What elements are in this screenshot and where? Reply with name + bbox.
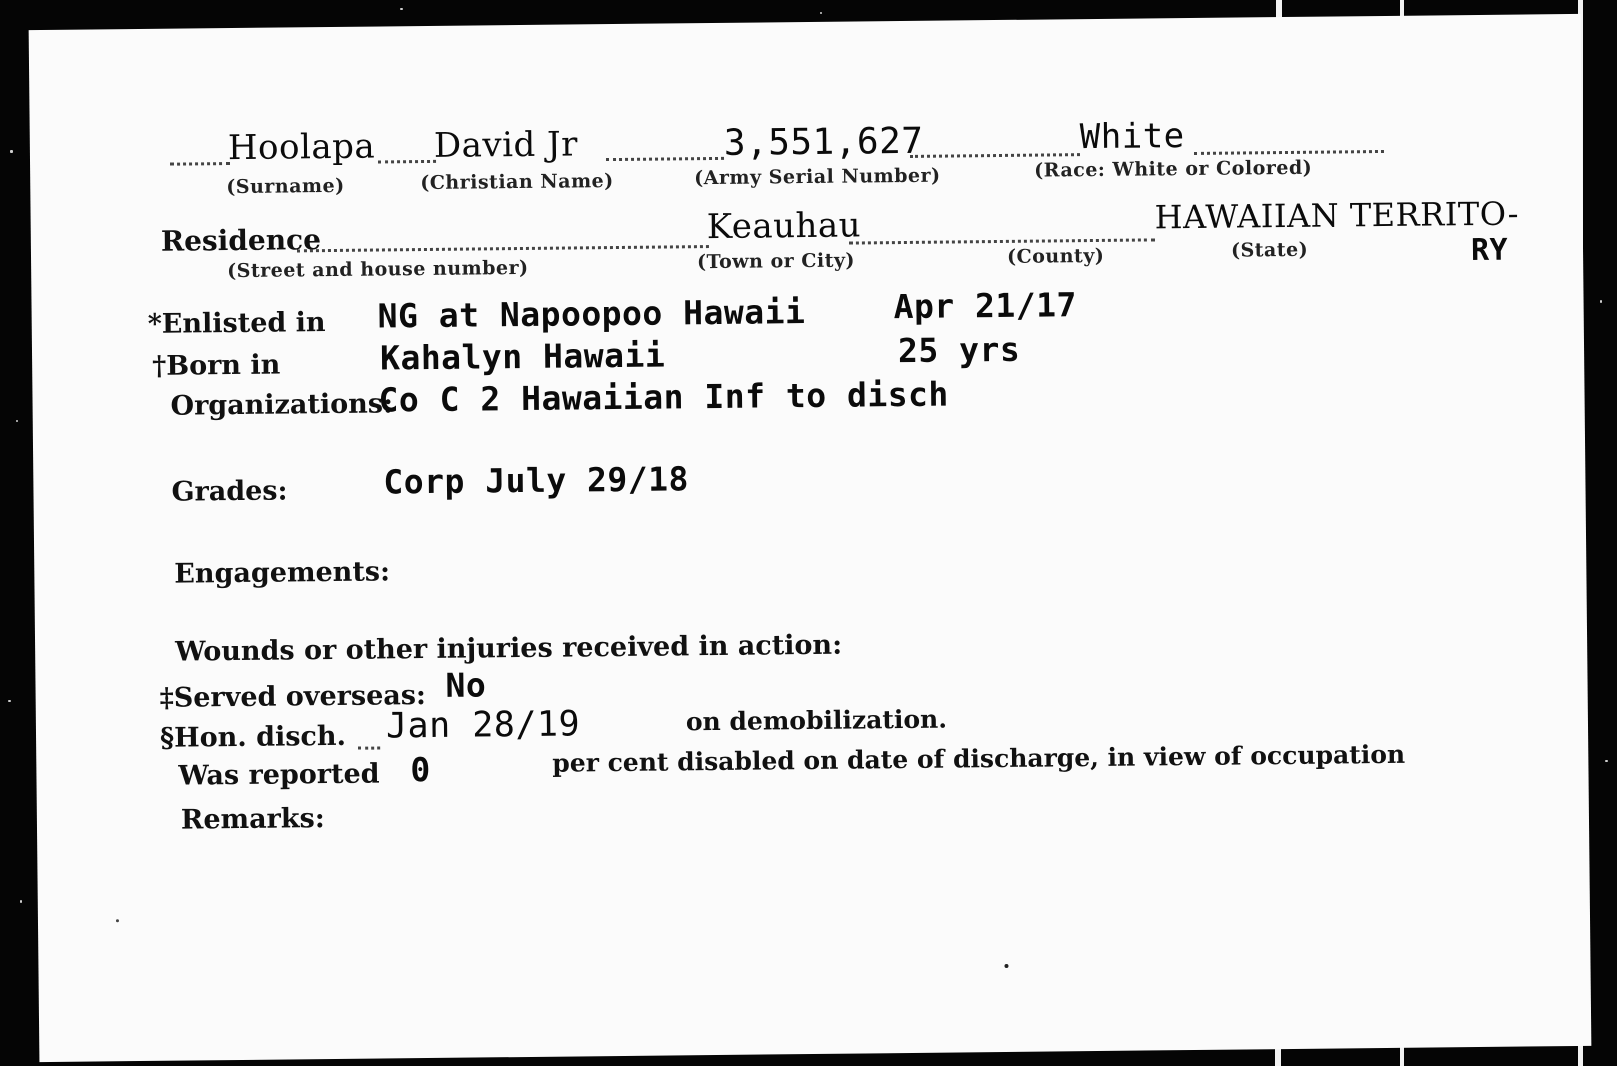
race-value: White (1079, 116, 1185, 158)
leader-dots (910, 153, 1080, 158)
enlisted-date-value: Apr 21/17 (893, 285, 1078, 327)
serial-number-value: 3,551,627 (723, 120, 924, 164)
born-age-value: 25 yrs (897, 329, 1021, 371)
scan-speck (16, 420, 18, 422)
hon-disch-date-value: Jan 28/19 (385, 704, 581, 747)
disability-value: 0 (410, 749, 431, 790)
surname-caption: (Surname) (226, 174, 345, 199)
hon-disch-label: §Hon. disch. (159, 720, 347, 754)
leader-dots (297, 245, 709, 252)
leader-dots (358, 747, 380, 750)
serial-number-caption: (Army Serial Number) (694, 164, 941, 190)
served-overseas-label: ‡Served overseas: (159, 680, 427, 714)
served-overseas-value: No (445, 665, 487, 705)
leader-dots (849, 238, 1155, 244)
card-speck (116, 919, 119, 922)
residence-label: Residence (160, 223, 322, 258)
race-caption: (Race: White or Colored) (1034, 156, 1313, 182)
leader-dots (378, 160, 436, 164)
scan-speck (20, 900, 22, 903)
disability-suffix: per cent disabled on date of discharge, in view of occupation (552, 739, 1406, 778)
service-record-card (29, 14, 1592, 1062)
leader-dots (170, 162, 230, 166)
scan-speck (10, 150, 13, 153)
residence-town-value: Keauhau (706, 205, 862, 248)
state-caption: (State) (1230, 238, 1309, 262)
card-speck (1004, 964, 1008, 968)
engagements-label: Engagements: (174, 556, 391, 590)
enlisted-place-value: NG at Napoopoo Hawaii (377, 292, 806, 336)
residence-state-value: HAWAIIAN TERRITO- (1154, 194, 1520, 237)
wounds-label: Wounds or other injuries received in action: (174, 629, 843, 668)
town-caption: (Town or City) (696, 249, 856, 274)
scan-speck (400, 8, 403, 10)
scan-speck (1600, 300, 1602, 303)
organizations-value: Co C 2 Hawaiian Inf to disch (378, 374, 950, 420)
scan-speck (1605, 760, 1608, 762)
county-caption: (County) (1006, 244, 1105, 268)
hon-disch-suffix: on demobilization. (685, 704, 948, 737)
street-caption: (Street and house number) (227, 256, 529, 283)
christian-name-caption: (Christian Name) (420, 170, 614, 195)
christian-name-value: David Jr (433, 124, 579, 166)
born-place-value: Kahalyn Hawaii (379, 335, 666, 378)
scan-speck (820, 12, 822, 14)
grades-label: Grades: (171, 475, 288, 508)
scan-speck (8, 700, 11, 702)
enlisted-label: *Enlisted in (147, 307, 326, 340)
surname-value: Hoolapa (227, 126, 376, 169)
remarks-label: Remarks: (180, 803, 325, 836)
residence-state-value-continued: RY (1470, 232, 1509, 269)
born-label: †Born in (152, 349, 281, 382)
grades-value: Corp July 29/18 (383, 459, 690, 502)
disability-label: Was reported (178, 758, 380, 792)
leader-dots (1194, 150, 1384, 155)
leader-dots (606, 157, 724, 161)
organizations-label: Organizations: (170, 388, 394, 422)
